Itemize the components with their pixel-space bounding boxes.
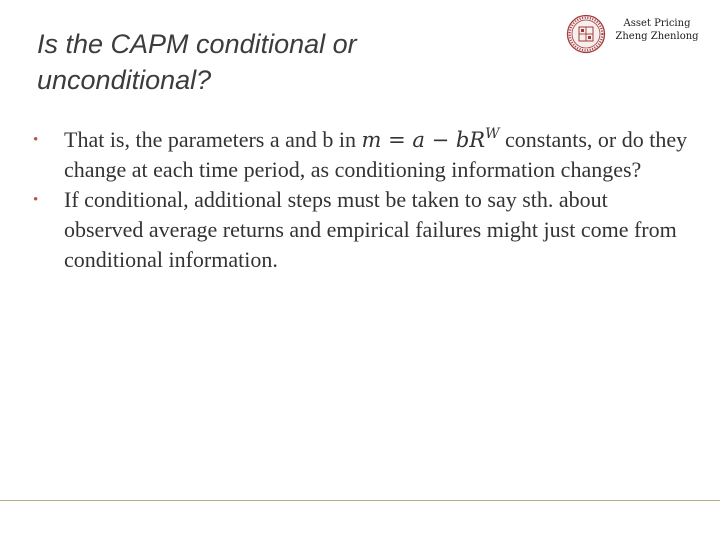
- bullet-1-text-before: That is, the parameters a and b in: [64, 127, 362, 152]
- author-name: Zheng Zhenlong: [615, 31, 699, 42]
- bullet-item-1: [32, 125, 692, 185]
- university-seal-icon: [566, 14, 606, 54]
- bullet-text-2: If conditional, additional steps must be taken to say sth. about observed average returns and empirical failures might just come from conditional information.: [64, 187, 677, 272]
- bullet-marker: •: [33, 132, 39, 148]
- bullet-item-2: [32, 185, 692, 275]
- footer-divider: [0, 500, 720, 501]
- bullet-list: [32, 125, 692, 275]
- slide-title: [37, 26, 507, 98]
- slide-title-line-2: unconditional?: [37, 65, 212, 95]
- course-title: Asset Pricing: [623, 18, 691, 29]
- sdf-equation: [362, 128, 500, 152]
- bullet-marker: •: [33, 192, 39, 208]
- sdf-equation-superscript: W: [485, 126, 500, 142]
- course-header: [612, 17, 702, 43]
- bullet-1-text-after: constants, or do they change at each time period, as conditioning information changes?: [64, 127, 688, 182]
- slide-title-line-1: Is the CAPM conditional or: [37, 29, 357, 59]
- sdf-equation-base: m = a − bR: [361, 128, 486, 152]
- bullet-text-1: [64, 125, 692, 185]
